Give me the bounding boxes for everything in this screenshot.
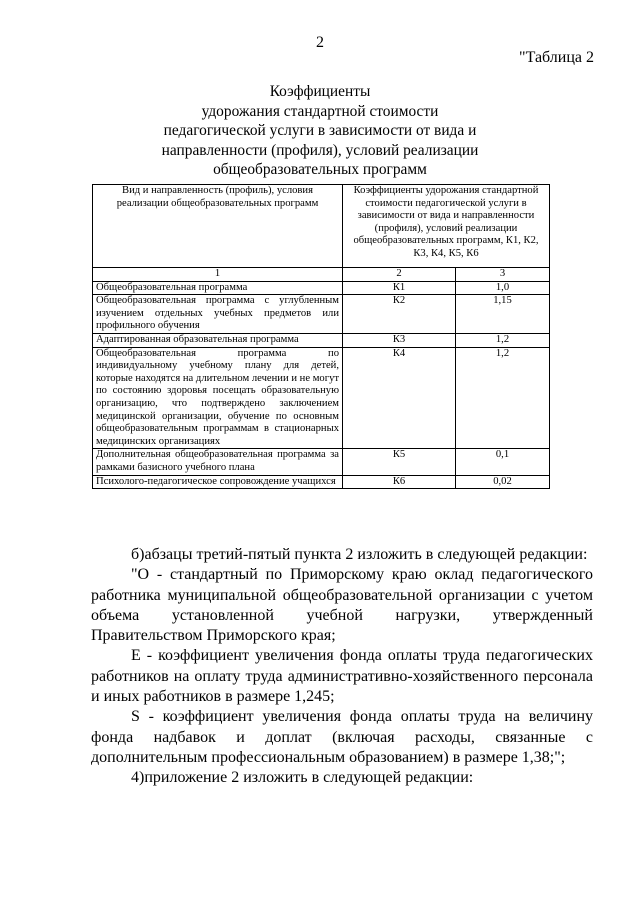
title-line: удорожания стандартной стоимости — [201, 102, 439, 120]
column-number: 2 — [343, 268, 456, 282]
coefficient-code: К6 — [343, 475, 456, 489]
program-name: Адаптированная образовательная программа — [93, 333, 343, 347]
coefficient-value: 0,02 — [456, 475, 550, 489]
paragraph: Е - коэффициент увеличения фонда оплаты труда педагогических работников на оплату труда административно-хозяйственного персонала и иных работников в размере 1,245; — [91, 647, 593, 706]
coefficient-code: К5 — [343, 449, 456, 475]
column-numbers-row — [93, 268, 550, 282]
paragraph: "О - стандартный по Приморскому краю оклад педагогического работника муниципальной общеобразовательной организации с учетом объема установленной учебной нагрузки, утвержденный Правительством Приморского края; — [91, 566, 593, 645]
program-name: Психолого-педагогическое сопровождение учащихся — [93, 475, 343, 489]
table-row — [93, 295, 550, 334]
program-name: Общеобразовательная программа — [93, 281, 343, 295]
coefficients-table — [92, 184, 550, 489]
program-name: Общеобразовательная программа с углубленным изучением отдельных учебных предметов или профильного обучения — [93, 295, 343, 334]
header-coefficients: Коэффициенты удорожания стандартной стоимости педагогической услуги в зависимости от вида и направленности (профиля), условий реализации общеобразовательных программ, К1, К2, К3, К4, К5, К6 — [343, 185, 550, 268]
table-row — [93, 347, 550, 449]
coefficient-code: К1 — [343, 281, 456, 295]
table-title — [0, 82, 640, 180]
table-header-row — [93, 185, 550, 268]
table-row — [93, 281, 550, 295]
column-number: 3 — [456, 268, 550, 282]
table-row — [93, 449, 550, 475]
table-row — [93, 475, 550, 489]
title-line: педагогической услуги в зависимости от вида и — [163, 122, 477, 140]
coefficient-code: К2 — [343, 295, 456, 334]
coefficient-value: 1,2 — [456, 333, 550, 347]
paragraph: 4)приложение 2 изложить в следующей редакции: — [131, 769, 474, 787]
table-row — [93, 333, 550, 347]
program-name: Дополнительная общеобразовательная программа за рамками базисного учебного плана — [93, 449, 343, 475]
coefficient-value: 1,0 — [456, 281, 550, 295]
coefficient-value: 0,1 — [456, 449, 550, 475]
title-line: Коэффициенты — [269, 83, 371, 100]
paragraph: S - коэффициент увеличения фонда оплаты труда на величину фонда надбавок и доплат (включая расходы, связанные с дополнительным профессиональным образованием) в размере 1,38;"; — [91, 708, 593, 766]
program-name: Общеобразовательная программа по индивидуальному учебному плану для детей, которые находятся на длительном лечении и не могут по состоянию здоровья посещать образовательную организацию, что подтверждено заключением медицинской организации, обучение по основным общеобразовательным программам в стационарных медицинских организациях — [93, 347, 343, 449]
paragraph: б)абзацы третий-пятый пункта 2 изложить в следующей редакции: — [131, 546, 588, 563]
table-label: "Таблица 2 — [519, 49, 594, 66]
title-line: направленности (профиля), условий реализации — [161, 141, 479, 159]
coefficient-value: 1,2 — [456, 347, 550, 449]
document-body — [91, 545, 593, 789]
column-number: 1 — [93, 268, 343, 282]
coefficient-code: К3 — [343, 333, 456, 347]
page-number: 2 — [316, 34, 324, 51]
title-line: общеобразовательных программ — [213, 161, 427, 179]
coefficient-value: 1,15 — [456, 295, 550, 334]
coefficient-code: К4 — [343, 347, 456, 449]
header-type-of-program: Вид и направленность (профиль), условия реализации общеобразовательных программ — [93, 185, 343, 268]
